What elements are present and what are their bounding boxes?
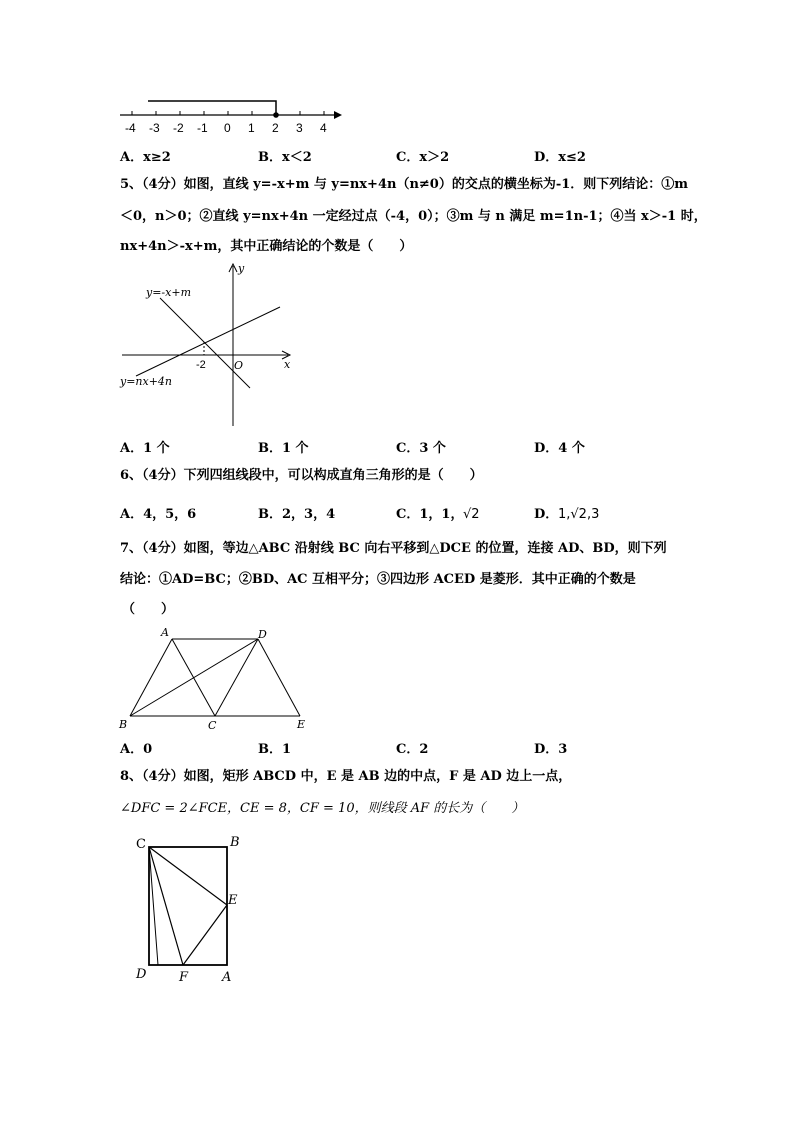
q4-option-a: A．x≥2 [120, 150, 171, 165]
tick-label: 4 [320, 121, 327, 135]
q8-stem-line2: ∠DFC = 2∠FCE，CE = 8，CF = 10，则线段 AF 的长为（ ） [120, 801, 525, 816]
q8-stem-line1: 8、（4分）如图，矩形 ABCD 中，E 是 AB 边的中点，F 是 AD 边上一点， [120, 769, 572, 784]
tick-label: 2 [272, 121, 279, 135]
point-label-e: E [297, 718, 306, 731]
q5-stem-line2: ＜0，n＞0；②直线 y=nx+4n 一定经过点（-4，0）；③m 与 n 满足 m=1n-1；④当 x＞-1 时， [120, 209, 707, 224]
q7-stem-line2: 结论：①AD=BC；②BD、AC 互相平分；③四边形 ACED 是菱形．其中正确的个数是 [120, 572, 636, 587]
q6-option-a: A．4，5，6 [120, 507, 197, 522]
q4-option-b: B．x＜2 [258, 150, 312, 165]
tick-label: -1 [197, 121, 208, 135]
number-line-figure [110, 90, 360, 140]
q7-stem-line1: 7、（4分）如图，等边△ABC 沿射线 BC 向右平移到△DCE 的位置，连接 AD、BD，则下列 [120, 541, 667, 556]
point-label-a: A [161, 626, 169, 639]
q7-triangle-figure [115, 622, 325, 734]
q5-option-a: A．1 个 [120, 441, 170, 456]
q7-option-c: C．2 [396, 742, 429, 757]
line-label-y-nx-plus-4n: y=nx+4n [120, 375, 173, 388]
q5-stem-line3: nx+4n＞-x+m，其中正确结论的个数是（ ） [120, 239, 413, 254]
q8-rectangle-figure [130, 830, 250, 990]
solid-point-marker [273, 112, 279, 118]
tick-label: -2 [173, 121, 184, 135]
tick-label: 3 [296, 121, 303, 135]
tick-label: -4 [125, 121, 136, 135]
point-label-d: D [136, 967, 147, 982]
q6-option-b: B．2，3，4 [258, 507, 336, 522]
tick-label: 1 [248, 121, 255, 135]
tick-label-neg2: -2 [196, 359, 206, 371]
x-axis-label: x [284, 358, 291, 371]
point-label-c: C [136, 837, 146, 852]
tick-label: 0 [224, 121, 231, 135]
point-label-b: B [230, 835, 240, 850]
q7-option-a: A．0 [120, 742, 153, 757]
q7-stem-line3: （ ） [122, 602, 175, 617]
origin-label: O [234, 359, 244, 372]
tick-label: -3 [149, 121, 160, 135]
q6-option-c: C．1，1， [396, 507, 464, 522]
q5-option-c: C．3 个 [396, 441, 446, 456]
q4-option-d: D．x≤2 [534, 150, 586, 165]
point-label-b: B [119, 718, 128, 731]
q6-option-d: D． [534, 507, 559, 522]
point-label-a: A [222, 970, 232, 985]
q6-option-c-radical: √2 [463, 507, 480, 522]
y-axis-label: y [238, 262, 245, 275]
line-label-y-neg-x-plus-m: y=-x+m [146, 286, 191, 299]
q5-option-b: B．1 个 [258, 441, 309, 456]
q6-option-d-math: 1,√2,3 [558, 507, 600, 522]
q5-graph-figure [112, 258, 302, 428]
q5-stem-line1: 5、（4分）如图，直线 y=-x+m 与 y=nx+4n（n≠0）的交点的横坐标为-1．则下列结论：①m [120, 177, 689, 192]
q4-option-c: C．x＞2 [396, 150, 450, 165]
point-label-f: F [179, 970, 189, 985]
point-label-c: C [208, 719, 217, 732]
point-label-d: D [258, 628, 267, 641]
q6-stem-line1: 6、（4分）下列四组线段中，可以构成直角三角形的是（ ） [120, 468, 483, 483]
q7-option-d: D．3 [534, 742, 568, 757]
point-label-e: E [228, 893, 238, 908]
q5-option-d: D．4 个 [534, 441, 585, 456]
q7-option-b: B．1 [258, 742, 292, 757]
